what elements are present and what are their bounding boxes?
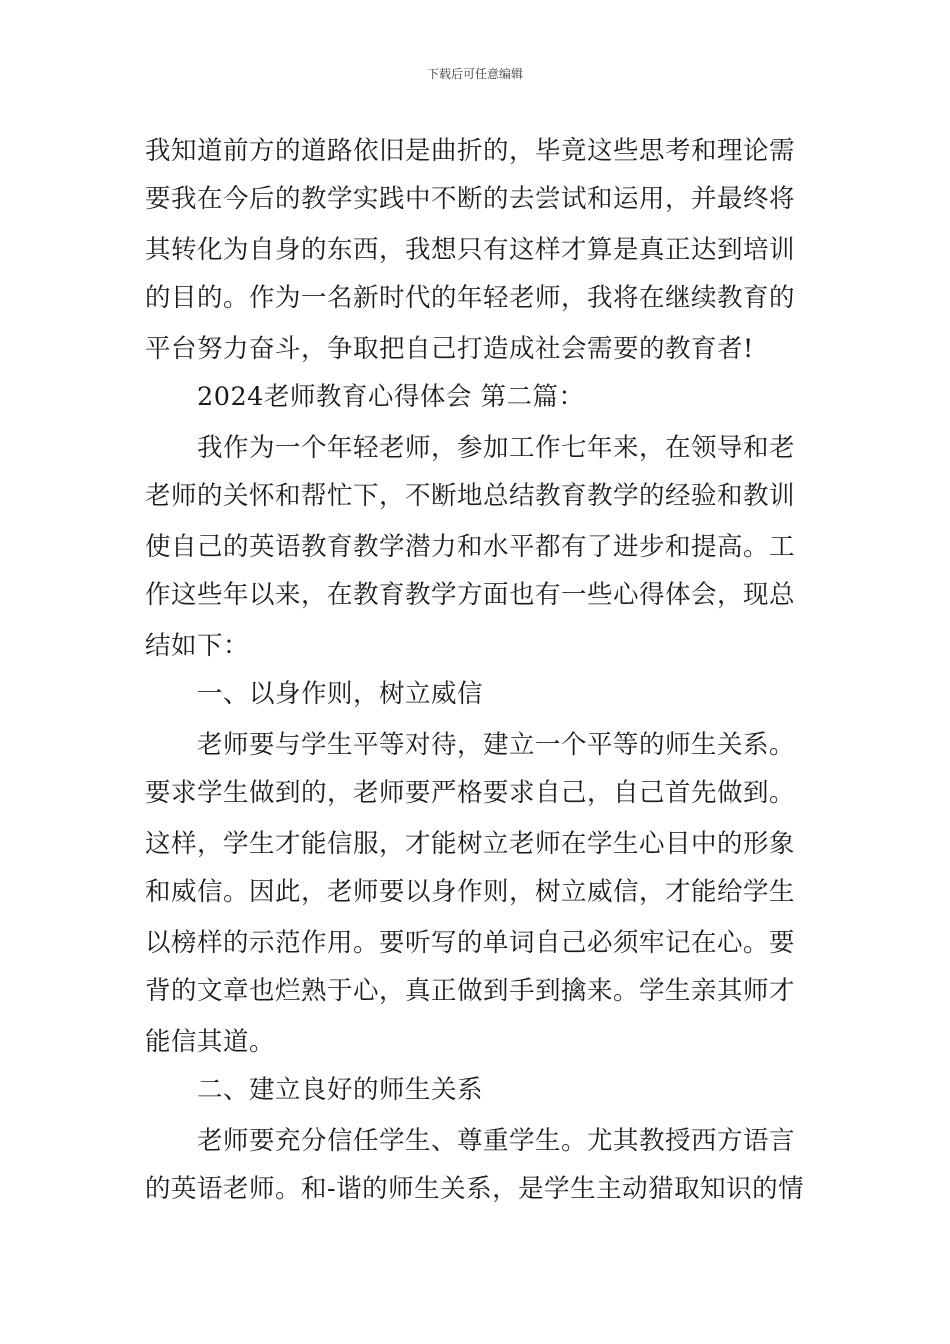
subheading: 二、建立良好的师生关系 — [197, 1075, 484, 1105]
page-header: 下载后可任意编辑 — [426, 67, 523, 81]
text-line: 其转化为自身的东西，我想只有这样才算是真正达到培训 — [145, 235, 796, 265]
text-line: 平台努力奋斗，争取把自己打造成社会需要的教育者! — [145, 334, 754, 364]
text-line: 结如下： — [145, 631, 250, 661]
text-line: 使自己的英语教育教学潜力和水平都有了进步和提高。工 — [145, 532, 796, 562]
text-line: 我作为一个年轻老师，参加工作七年来，在领导和老 — [197, 433, 796, 463]
text-line: 以榜样的示范作用。要听写的单词自己必须牢记在心。要 — [145, 928, 796, 958]
section-title: 2024老师教育心得体会 第二篇： — [197, 382, 585, 412]
text-line: 要求学生做到的，老师要严格要求自己，自己首先做到。 — [145, 778, 796, 808]
text-line: 的目的。作为一名新时代的年轻老师，我将在继续教育的 — [145, 283, 796, 313]
text-line: 要我在今后的教学实践中不断的去尝试和运用，并最终将 — [145, 184, 796, 214]
text-line: 作这些年以来，在教育教学方面也有一些心得体会，现总 — [145, 580, 796, 610]
text-line: 老师要充分信任学生、尊重学生。尤其教授西方语言 — [197, 1126, 796, 1156]
text-line: 老师的关怀和帮忙下，不断地总结教育教学的经验和教训 — [145, 481, 796, 511]
text-line: 和威信。因此，老师要以身作则，树立威信，才能给学生 — [145, 877, 796, 907]
text-line: 能信其道。 — [145, 1027, 276, 1057]
subheading: 一、以身作则，树立威信 — [197, 679, 484, 709]
text-line: 我知道前方的道路依旧是曲折的，毕竟这些思考和理论需 — [145, 136, 796, 166]
text-line: 背的文章也烂熟于心，真正做到手到擒来。学生亲其师才 — [145, 976, 796, 1006]
text-line: 的英语老师。和-谐的师生关系，是学生主动猎取知识的情 — [145, 1174, 805, 1204]
text-line: 这样，学生才能信服，才能树立老师在学生心目中的形象 — [145, 829, 796, 859]
text-line: 老师要与学生平等对待，建立一个平等的师生关系。 — [197, 730, 796, 760]
